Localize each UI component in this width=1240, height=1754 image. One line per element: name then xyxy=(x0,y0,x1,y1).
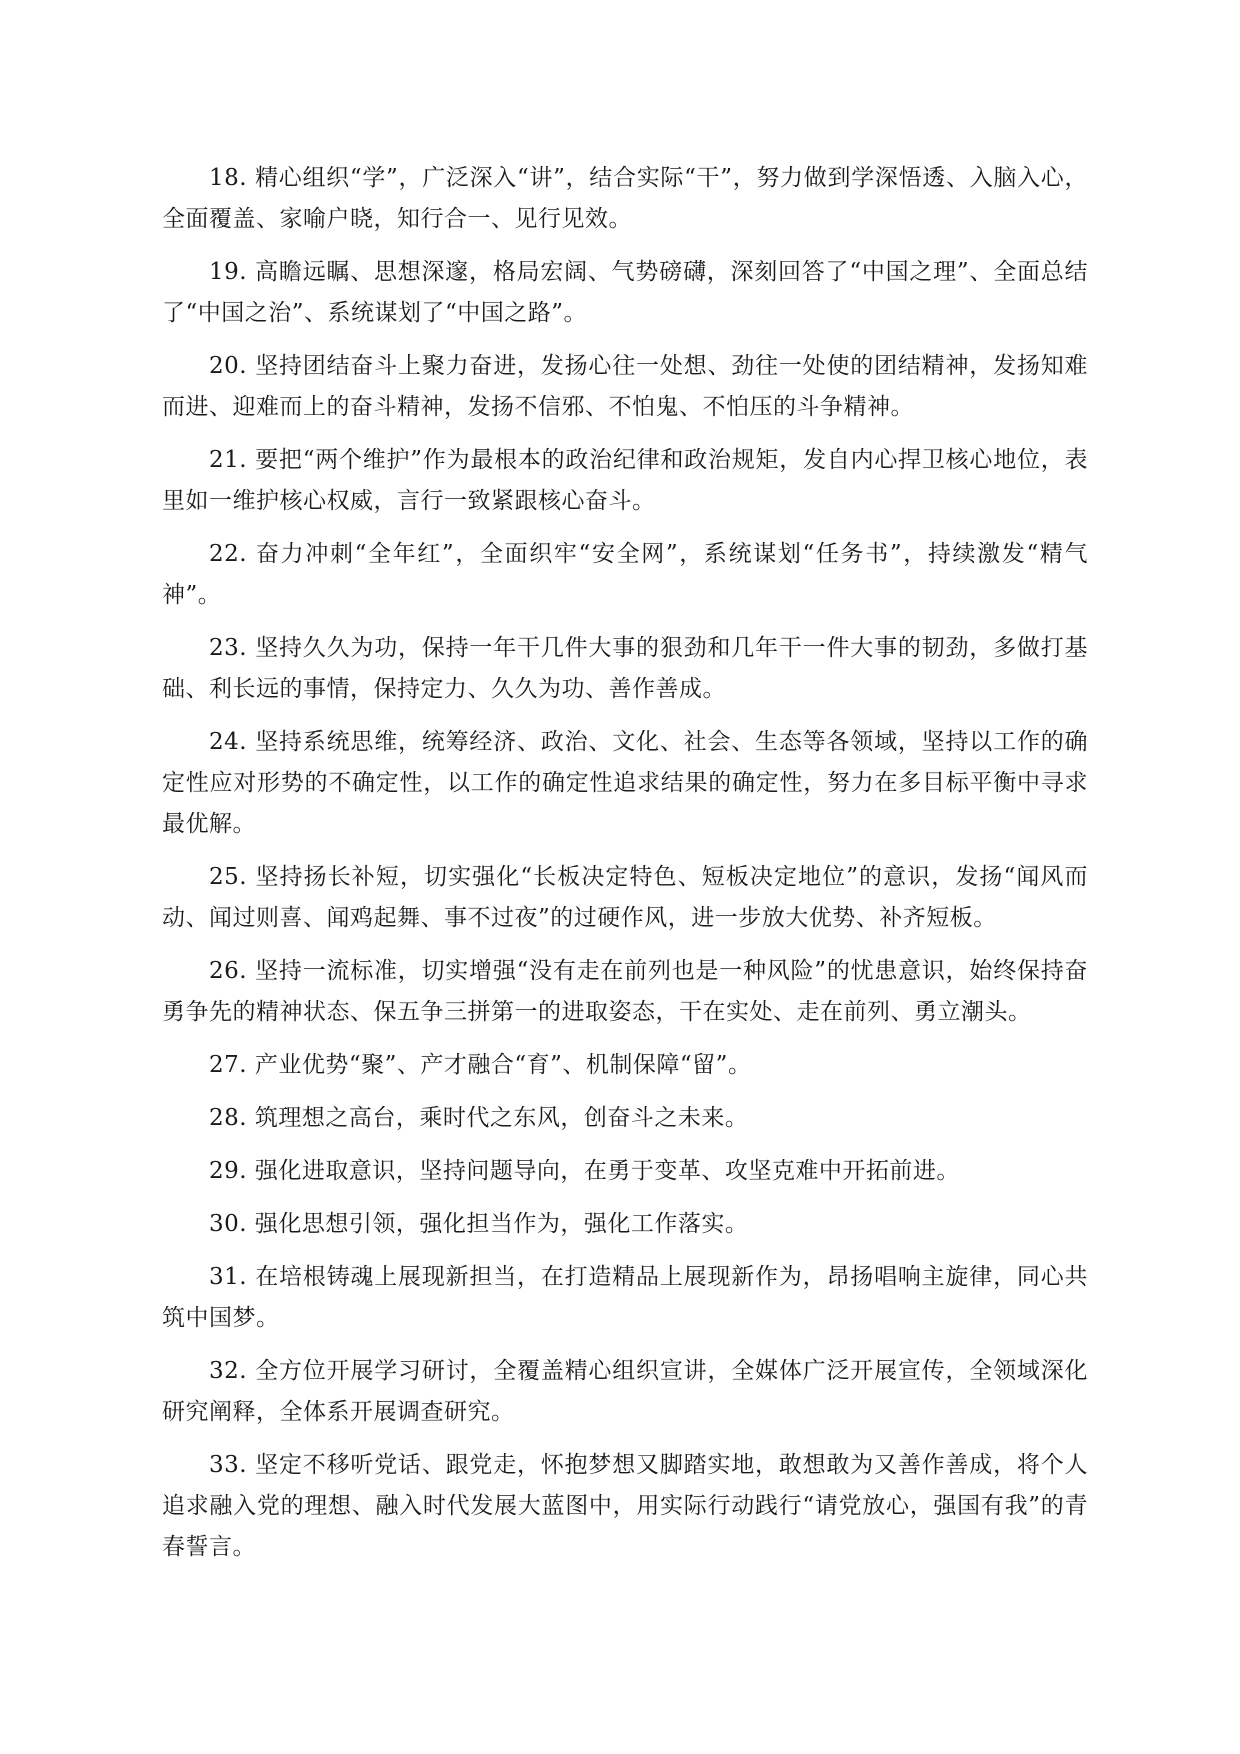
paragraph-20: 20. 坚持团结奋斗上聚力奋进，发扬心往一处想、劲往一处使的团结精神，发扬知难而进、迎难而上的奋斗精神，发扬不信邪、不怕鬼、不怕压的斗争精神。 xyxy=(162,353,1088,420)
paragraph-29: 29. 强化进取意识，坚持问题导向，在勇于变革、攻坚克难中开拓前进。 xyxy=(209,1158,960,1184)
document-body xyxy=(162,158,1088,1580)
paragraph-19: 19. 高瞻远瞩、思想深邃，格局宏阔、气势磅礴，深刻回答了“中国之理”、全面总结了“中国之治”、系统谋划了“中国之路”。 xyxy=(162,259,1088,326)
paragraph-30: 30. 强化思想引领，强化担当作为，强化工作落实。 xyxy=(209,1211,749,1237)
paragraph-25: 25. 坚持扬长补短，切实强化“长板决定特色、短板决定地位”的意识，发扬“闻风而动、闻过则喜、闻鸡起舞、事不过夜”的过硬作风，进一步放大优势、补齐短板。 xyxy=(162,864,1088,931)
paragraph-22: 22. 奋力冲刺“全年红”，全面织牢“安全网”，系统谋划“任务书”，持续激发“精气神”。 xyxy=(162,541,1088,608)
paragraph-26: 26. 坚持一流标准，切实增强“没有走在前列也是一种风险”的忧患意识，始终保持奋勇争先的精神状态、保五争三拼第一的进取姿态，干在实处、走在前列、勇立潮头。 xyxy=(162,958,1088,1025)
paragraph-28: 28. 筑理想之高台，乘时代之东风，创奋斗之未来。 xyxy=(209,1105,749,1131)
paragraph-31: 31. 在培根铸魂上展现新担当，在打造精品上展现新作为，昂扬唱响主旋律，同心共筑中国梦。 xyxy=(162,1264,1088,1331)
paragraph-23: 23. 坚持久久为功，保持一年干几件大事的狠劲和几年干一件大事的韧劲，多做打基础、利长远的事情，保持定力、久久为功、善作善成。 xyxy=(162,635,1088,702)
paragraph-18: 18. 精心组织“学”，广泛深入“讲”，结合实际“干”，努力做到学深悟透、入脑入心，全面覆盖、家喻户晓，知行合一、见行见效。 xyxy=(162,165,1088,232)
paragraph-33: 33. 坚定不移听党话、跟党走，怀抱梦想又脚踏实地，敢想敢为又善作善成，将个人追求融入党的理想、融入时代发展大蓝图中，用实际行动践行“请党放心，强国有我”的青春誓言。 xyxy=(162,1452,1088,1560)
paragraph-24: 24. 坚持系统思维，统筹经济、政治、文化、社会、生态等各领域，坚持以工作的确定性应对形势的不确定性，以工作的确定性追求结果的确定性，努力在多目标平衡中寻求最优解。 xyxy=(162,729,1088,837)
paragraph-21: 21. 要把“两个维护”作为最根本的政治纪律和政治规矩，发自内心捍卫核心地位，表里如一维护核心权威，言行一致紧跟核心奋斗。 xyxy=(162,447,1088,514)
paragraph-27: 27. 产业优势“聚”、产才融合“育”、机制保障“留”。 xyxy=(209,1052,752,1078)
paragraph-32: 32. 全方位开展学习研讨，全覆盖精心组织宣讲，全媒体广泛开展宣传，全领域深化研究阐释，全体系开展调查研究。 xyxy=(162,1358,1088,1425)
